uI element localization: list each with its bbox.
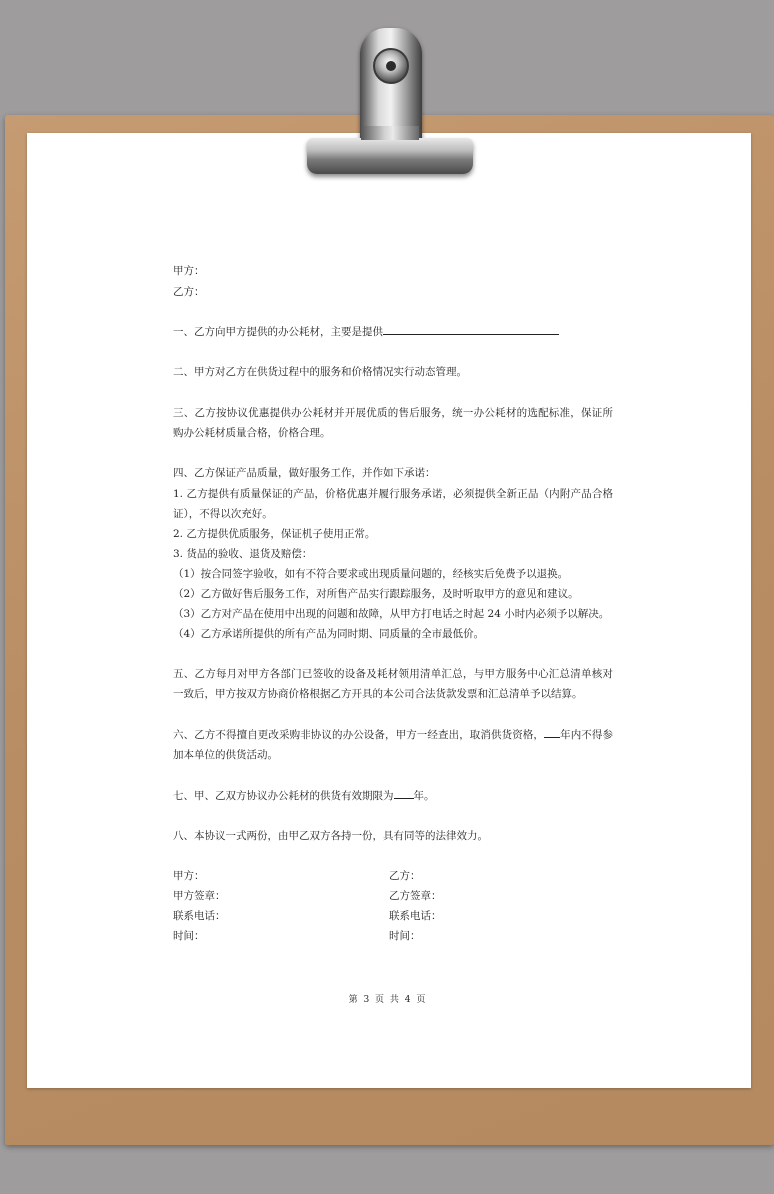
clause-4-sub-3: （3）乙方对产品在使用中出现的问题和故障，从甲方打电话之时起 24 小时内必须予以解决。 (173, 608, 610, 620)
sign-time-a: 时间： (173, 930, 205, 942)
clause-7-text-a: 七、甲、乙双方协议办公耗材的供货有效期限为 (173, 790, 394, 802)
clause-4-item-1: 1. 乙方提供有质量保证的产品，价格优惠并履行服务承诺，必须提供全新正品（内附产品合格证），不得以次充好。 (173, 488, 613, 520)
clause-4-sub-1: （1）按合同签字验收，如有不符合要求或出现质量问题的，经核实后免费予以退换。 (173, 568, 569, 580)
clause-8: 八、本协议一式两份，由甲乙双方各持一份，具有同等的法律效力。 (173, 830, 488, 842)
clause-6-text-b: 年内不得参加本单位的供货活动。 (173, 729, 614, 761)
party-b-label: 乙方： (173, 286, 205, 298)
clause-5: 五、乙方每月对甲方各部门已签收的设备及耗材领用清单汇总，与甲方服务中心汇总清单核对一致后，甲方按双方协商价格根据乙方开具的本公司合法货款发票和汇总清单予以结算。 (173, 668, 613, 700)
clause-7-text-b: 年。 (413, 790, 435, 802)
clause-1 (173, 322, 613, 342)
clause-3: 三、乙方按协议优惠提供办公耗材并开展优质的售后服务，统一办公耗材的选配标准，保证所购办公耗材质量合格，价格合理。 (173, 407, 613, 439)
sign-party-b: 乙方： (389, 870, 421, 882)
sign-phone-b: 联系电话： (389, 910, 442, 922)
clause-4-sub-2: （2）乙方做好售后服务工作，对所售产品实行跟踪服务，及时听取甲方的意见和建议。 (173, 588, 579, 600)
clause-7-blank (394, 786, 414, 799)
clause-1-blank (383, 322, 559, 335)
sign-time-b: 时间： (389, 930, 421, 942)
binder-clip-jaw (307, 138, 473, 174)
clause-6 (173, 725, 613, 765)
sign-phone-a: 联系电话： (173, 910, 226, 922)
clause-7 (173, 786, 613, 806)
clause-4-item-3: 3. 货品的验收、退货及赔偿： (173, 548, 313, 560)
clause-6-blank (544, 725, 560, 738)
clause-4: 四、乙方保证产品质量，做好服务工作，并作如下承诺： (173, 467, 436, 479)
clause-4-sub-4: （4）乙方承诺所提供的所有产品为同时期、同质量的全市最低价。 (173, 628, 485, 640)
binder-clip-ring (373, 48, 409, 84)
sign-party-a: 甲方： (173, 870, 205, 882)
party-a-label: 甲方： (173, 265, 205, 277)
clause-4-item-2: 2. 乙方提供优质服务，保证机子使用正常。 (173, 528, 376, 540)
page-footer: 第 3 页 共 4 页 (348, 995, 426, 1005)
sign-seal-a: 甲方签章： (173, 890, 226, 902)
clause-1-text: 一、乙方向甲方提供的办公耗材，主要是提供 (173, 326, 383, 338)
clause-6-text-a: 六、乙方不得擅自更改采购非协议的办公设备，甲方一经查出，取消供货资格， (173, 729, 544, 741)
sign-seal-b: 乙方签章： (389, 890, 442, 902)
clause-2: 二、甲方对乙方在供货过程中的服务和价格情况实行动态管理。 (173, 366, 467, 378)
